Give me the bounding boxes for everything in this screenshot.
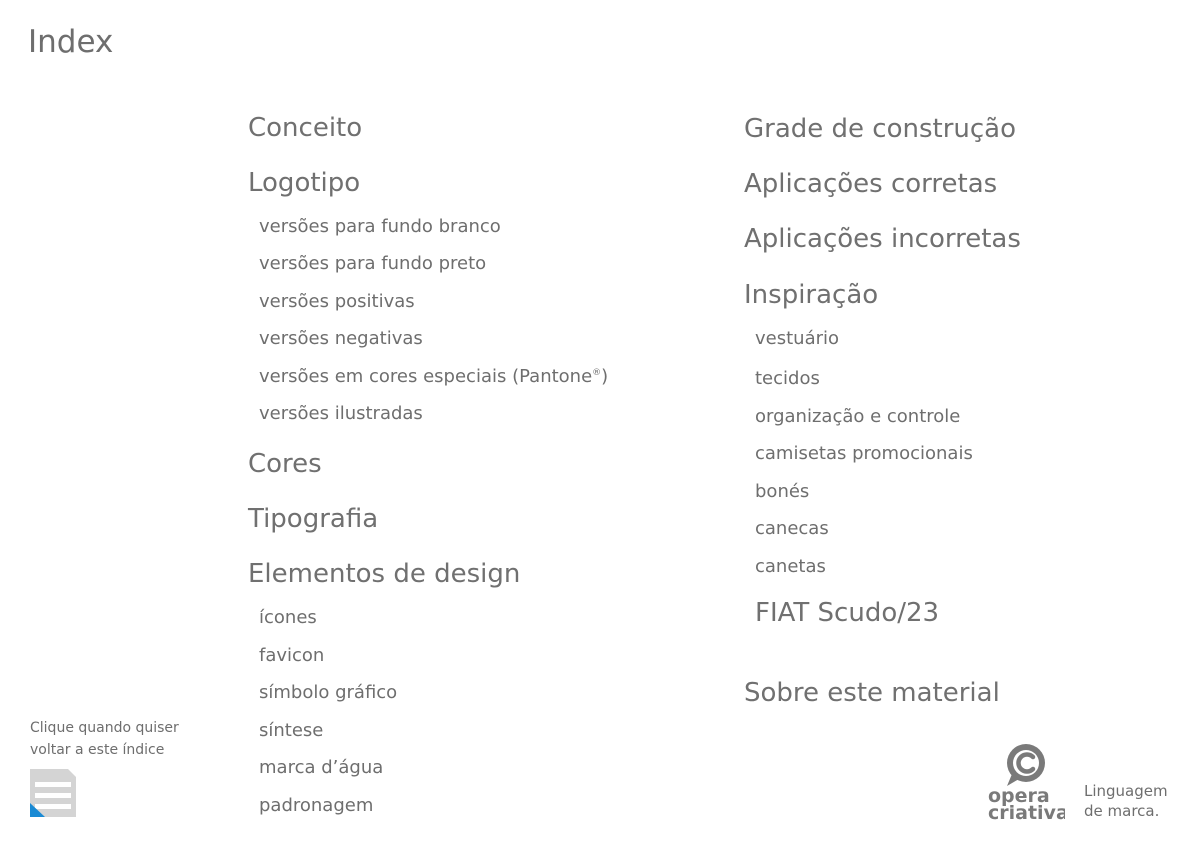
- hint-line-1: Clique quando quiser: [30, 720, 179, 736]
- tagline-line-1: Linguagem: [1084, 782, 1168, 800]
- closing-paren: ): [601, 366, 609, 387]
- index-link-logotipo[interactable]: Logotipo: [248, 168, 361, 198]
- index-link-bones[interactable]: bonés: [755, 481, 810, 502]
- index-link-grade[interactable]: Grade de construção: [744, 114, 1017, 144]
- brand-word-1: opera: [988, 785, 1050, 807]
- index-link-canecas[interactable]: canecas: [755, 518, 829, 539]
- brand-word-2: criativa: [988, 802, 1065, 820]
- cores-especiais-label: versões em cores especiais (Pantone: [259, 366, 593, 387]
- index-link-padronagem[interactable]: padronagem: [259, 795, 374, 816]
- opera-criativa-logo: [985, 742, 1065, 820]
- index-link-cores[interactable]: Cores: [248, 449, 322, 479]
- tagline-line-2: de marca.: [1084, 802, 1160, 820]
- index-link-canetas[interactable]: canetas: [755, 556, 826, 577]
- index-link-organizacao[interactable]: organização e controle: [755, 406, 961, 427]
- index-link-icones[interactable]: ícones: [259, 607, 317, 628]
- copyright-speech-bubble-icon: [1007, 744, 1045, 786]
- index-link-tipografia[interactable]: Tipografia: [248, 504, 379, 534]
- index-link-marca-dagua[interactable]: marca d’água: [259, 757, 384, 778]
- index-link-vestuario[interactable]: vestuário: [755, 328, 840, 349]
- index-link-sobre[interactable]: Sobre este material: [744, 678, 1000, 708]
- index-link-sintese[interactable]: síntese: [259, 720, 324, 741]
- index-link-negativas[interactable]: versões negativas: [259, 328, 423, 349]
- registered-mark: ®: [592, 368, 602, 378]
- hint-line-2: voltar a este índice: [30, 742, 165, 758]
- index-link-positivas[interactable]: versões positivas: [259, 291, 415, 312]
- index-link-conceito[interactable]: Conceito: [248, 113, 363, 143]
- index-link-inspiracao[interactable]: Inspiração: [744, 280, 879, 310]
- index-link-fundo-branco[interactable]: versões para fundo branco: [259, 216, 501, 237]
- index-link-tecidos[interactable]: tecidos: [755, 368, 820, 389]
- index-link-simbolo-grafico[interactable]: símbolo gráfico: [259, 682, 398, 703]
- index-link-fundo-preto[interactable]: versões para fundo preto: [259, 253, 487, 274]
- index-link-favicon[interactable]: favicon: [259, 645, 325, 666]
- index-link-elementos-design[interactable]: Elementos de design: [248, 559, 521, 589]
- index-link-aplicacoes-corretas[interactable]: Aplicações corretas: [744, 169, 998, 199]
- index-link-fiat-scudo[interactable]: FIAT Scudo/23: [755, 598, 940, 628]
- index-link-camisetas[interactable]: camisetas promocionais: [755, 443, 973, 464]
- document-lines-icon[interactable]: [30, 769, 76, 817]
- page-title: Index: [28, 24, 114, 60]
- index-link-cores-especiais[interactable]: [259, 366, 608, 387]
- index-link-aplicacoes-incorretas[interactable]: Aplicações incorretas: [744, 224, 1021, 254]
- index-link-ilustradas[interactable]: versões ilustradas: [259, 403, 423, 424]
